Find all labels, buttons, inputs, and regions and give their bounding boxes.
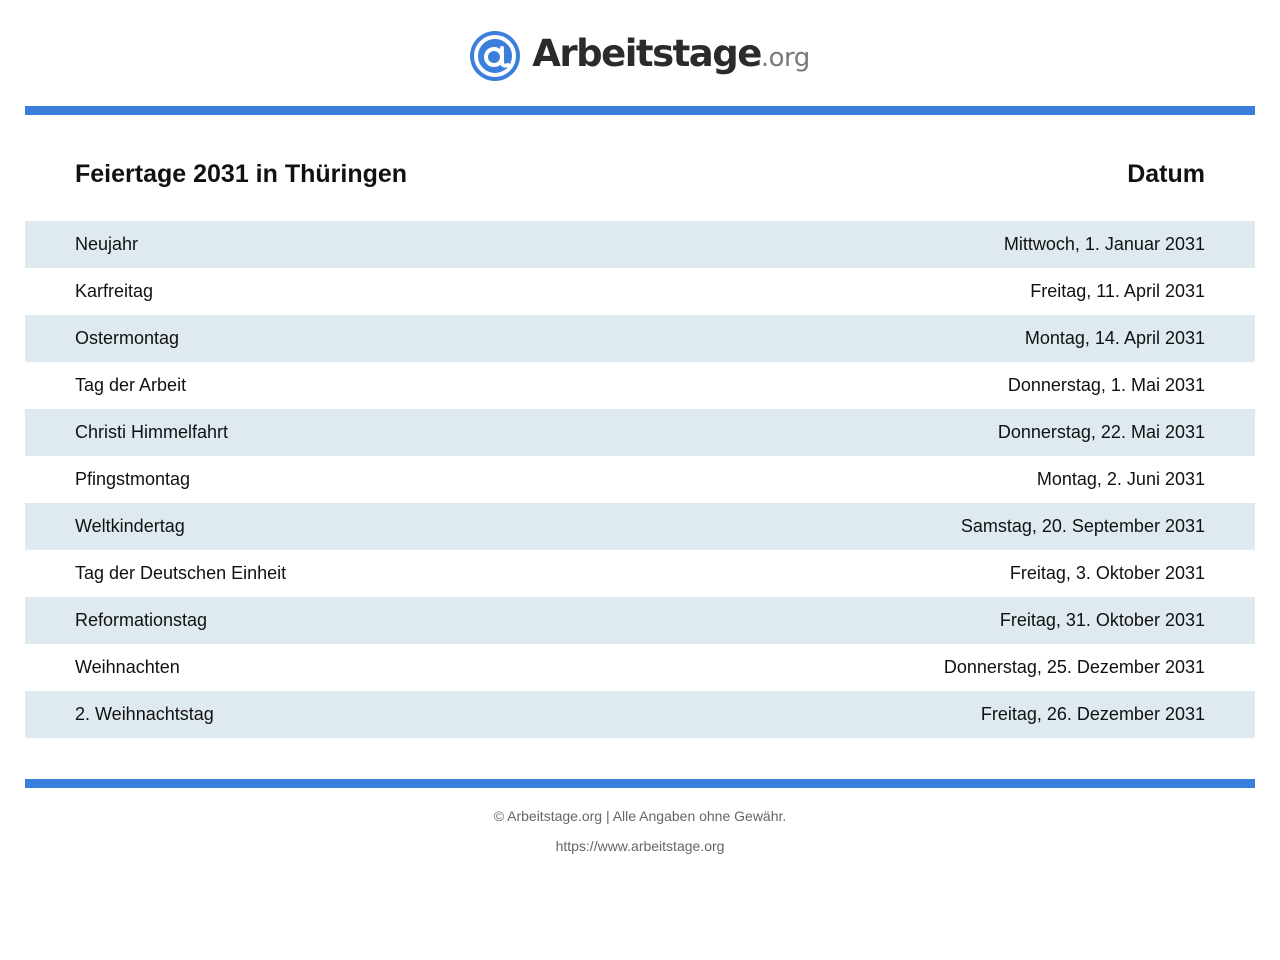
table-row (25, 409, 1255, 456)
holiday-date: Samstag, 20. September 2031 (960, 516, 1205, 536)
table-header (25, 127, 1255, 221)
holiday-name: Weltkindertag (75, 516, 185, 536)
holiday-date: Montag, 14. April 2031 (1024, 328, 1205, 348)
bottom-divider (25, 779, 1255, 788)
at-sign-icon (470, 31, 520, 81)
table-title: Feiertage 2031 in Thüringen (75, 159, 408, 188)
footer-url[interactable]: https://www.arbeitstage.org (555, 838, 725, 854)
table-row (25, 503, 1255, 550)
holiday-date: Montag, 2. Juni 2031 (1036, 469, 1205, 489)
holiday-date: Freitag, 11. April 2031 (1030, 281, 1205, 301)
holiday-date: Freitag, 31. Oktober 2031 (999, 610, 1205, 630)
holiday-date: Donnerstag, 22. Mai 2031 (997, 422, 1205, 442)
holiday-name: 2. Weihnachtstag (75, 704, 214, 724)
holiday-table (25, 127, 1255, 738)
table-row (25, 644, 1255, 691)
top-divider (25, 106, 1255, 115)
footer-disclaimer: © Arbeitstage.org | Alle Angaben ohne Gewähr. (493, 808, 787, 824)
table-row (25, 221, 1255, 268)
table-row (25, 597, 1255, 644)
holiday-name: Tag der Arbeit (75, 375, 187, 395)
holiday-date: Freitag, 26. Dezember 2031 (980, 704, 1205, 724)
table-row (25, 550, 1255, 597)
table-row (25, 268, 1255, 315)
site-logo[interactable] (0, 30, 1280, 82)
logo-tld-text: .org (760, 43, 810, 73)
table-row (25, 362, 1255, 409)
table-row (25, 315, 1255, 362)
holiday-date: Donnerstag, 25. Dezember 2031 (943, 657, 1205, 677)
holiday-name: Pfingstmontag (75, 469, 191, 489)
holiday-name: Tag der Deutschen Einheit (75, 563, 287, 583)
holiday-name: Karfreitag (75, 281, 154, 301)
holiday-name: Ostermontag (75, 328, 180, 348)
holiday-name: Neujahr (75, 234, 139, 254)
table-row (25, 456, 1255, 503)
holiday-name: Weihnachten (75, 657, 180, 677)
table-row (25, 691, 1255, 738)
holiday-date: Freitag, 3. Oktober 2031 (1009, 563, 1205, 583)
holiday-date: Donnerstag, 1. Mai 2031 (1007, 375, 1205, 395)
table-body (25, 221, 1255, 738)
holiday-name: Christi Himmelfahrt (75, 422, 229, 442)
holiday-name: Reformationstag (75, 610, 208, 630)
holiday-date: Mittwoch, 1. Januar 2031 (1003, 234, 1205, 254)
logo-brand-text: Arbeitstage (532, 31, 761, 75)
date-column-header: Datum (1127, 159, 1205, 188)
